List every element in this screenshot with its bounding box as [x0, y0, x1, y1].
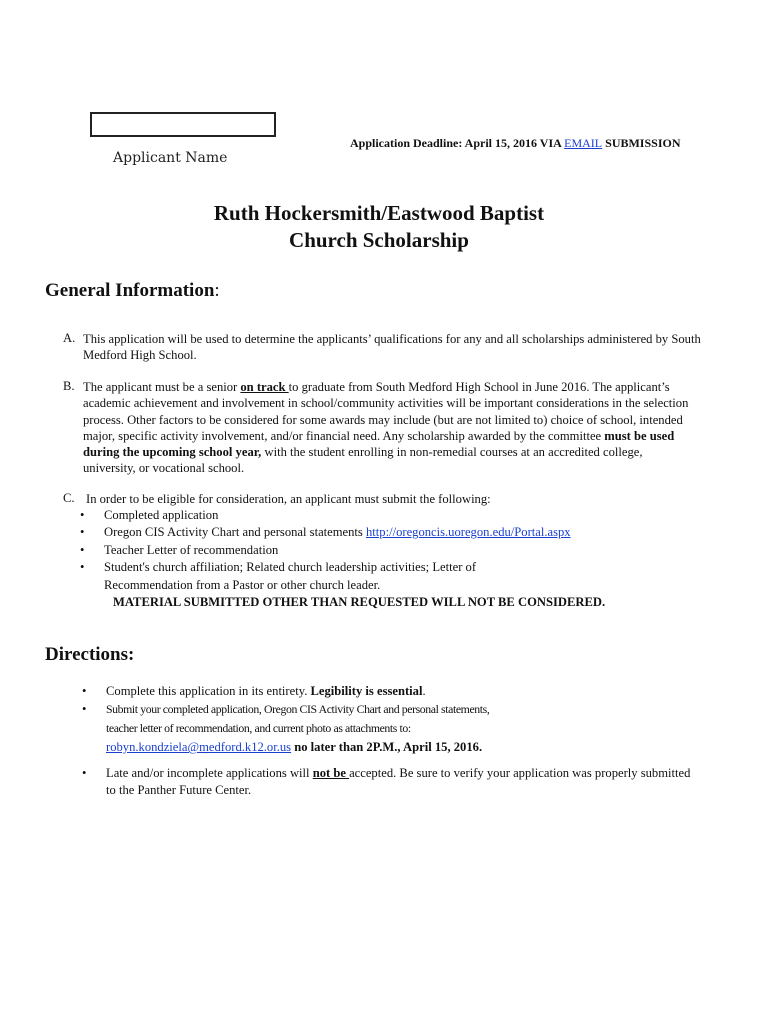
- application-deadline: [350, 136, 681, 151]
- directions-list: [82, 683, 692, 799]
- directions-item-2-line-2: teacher letter of recommendation, and current photo as attachments to:: [106, 720, 411, 735]
- item-b-part3: with the student enrolling in non-remedial courses at an accredited college, university, or vocational school.: [83, 445, 643, 476]
- legibility-notice: Legibility is essential: [310, 684, 423, 698]
- bullet-icon: •: [80, 542, 85, 557]
- item-b-on-track: on track: [240, 380, 289, 394]
- list-item-text: Oregon CIS Activity Chart and personal statements: [104, 525, 366, 540]
- requirements-list: [80, 507, 640, 594]
- item-b-part2: to graduate from South Medford High School in June 2016. The applicant’s academic achievement and involvement in school/community activities will be important considerations in the selection process. Other factors to be considered for some awards may include (but are not limited to) choice of school, intended major, specific activity involvement, and/or financial need. Any scholarship awarded by the committee: [83, 380, 689, 443]
- list-item: [82, 701, 692, 756]
- bullet-icon: •: [82, 702, 87, 717]
- deadline-text: Application Deadline: April 15, 2016 VIA: [350, 136, 565, 150]
- oregon-cis-link[interactable]: http://oregoncis.uoregon.edu/Portal.aspx: [365, 525, 571, 540]
- general-heading-text: General Information: [45, 280, 215, 301]
- bullet-icon: •: [82, 765, 87, 780]
- item-b-part1: The applicant must be a senior: [83, 380, 241, 394]
- directions-heading: Directions:: [45, 644, 135, 665]
- list-item: [80, 559, 524, 594]
- title-line-1: Ruth Hockersmith/Eastwood Baptist: [213, 201, 545, 225]
- applicant-name-label: Applicant Name: [113, 150, 228, 166]
- bullet-icon: •: [80, 525, 85, 540]
- directions-item-1-end: .: [422, 684, 426, 698]
- item-a-marker: A.: [63, 331, 76, 345]
- item-b-text: [83, 379, 698, 477]
- list-item: [80, 507, 640, 524]
- item-a-text: This application will be used to determine the applicants’ qualifications for any and all scholarships administered by South Medford High School.: [83, 332, 701, 363]
- item-c-marker: C.: [63, 491, 75, 505]
- deadline-submission: SUBMISSION: [602, 136, 681, 150]
- directions-item-2-line-1: Submit your completed application, Oregon CIS Activity Chart and personal statements,: [106, 702, 490, 717]
- list-item: [80, 524, 640, 541]
- directions-item-3-part-2: accepted. Be sure to verify your application was properly submitted to the Panther Future Center.: [106, 765, 691, 798]
- bullet-icon: •: [80, 508, 85, 522]
- applicant-name-field[interactable]: [90, 112, 276, 137]
- not-be-emphasis: not be: [312, 765, 350, 780]
- material-notice: MATERIAL SUBMITTED OTHER THAN REQUESTED WILL NOT BE CONSIDERED.: [113, 595, 606, 609]
- list-item: [82, 765, 692, 800]
- list-item-text: Teacher Letter of recommendation: [104, 542, 279, 557]
- submission-deadline: no later than 2P.M., April 15, 2016.: [291, 740, 483, 755]
- directions-item-3-part-1: Late and/or incomplete applications will: [106, 765, 313, 780]
- list-item-text: Student's church affiliation; Related church leadership activities; Letter of Recommendation from a Pastor or other church leader.: [104, 560, 477, 592]
- general-information-heading: [45, 280, 220, 302]
- list-item: [82, 683, 692, 700]
- page-title: [0, 200, 758, 254]
- email-link[interactable]: EMAIL: [564, 136, 603, 150]
- item-c-text: In order to be eligible for consideration, an applicant must submit the following:: [86, 492, 491, 506]
- bullet-icon: •: [82, 684, 87, 698]
- item-b-bold: must be used during the upcoming school year,: [83, 428, 675, 460]
- title-line-2: Church Scholarship: [289, 228, 469, 252]
- submission-email-link[interactable]: robyn.kondziela@medford.k12.or.us: [106, 740, 292, 755]
- bullet-icon: •: [80, 560, 85, 575]
- item-b-marker: B.: [63, 379, 75, 393]
- list-item-text: Completed application: [104, 508, 219, 522]
- list-item: [80, 542, 640, 559]
- general-heading-colon: :: [214, 280, 220, 301]
- directions-item-1-text: Complete this application in its entirety.: [106, 684, 311, 698]
